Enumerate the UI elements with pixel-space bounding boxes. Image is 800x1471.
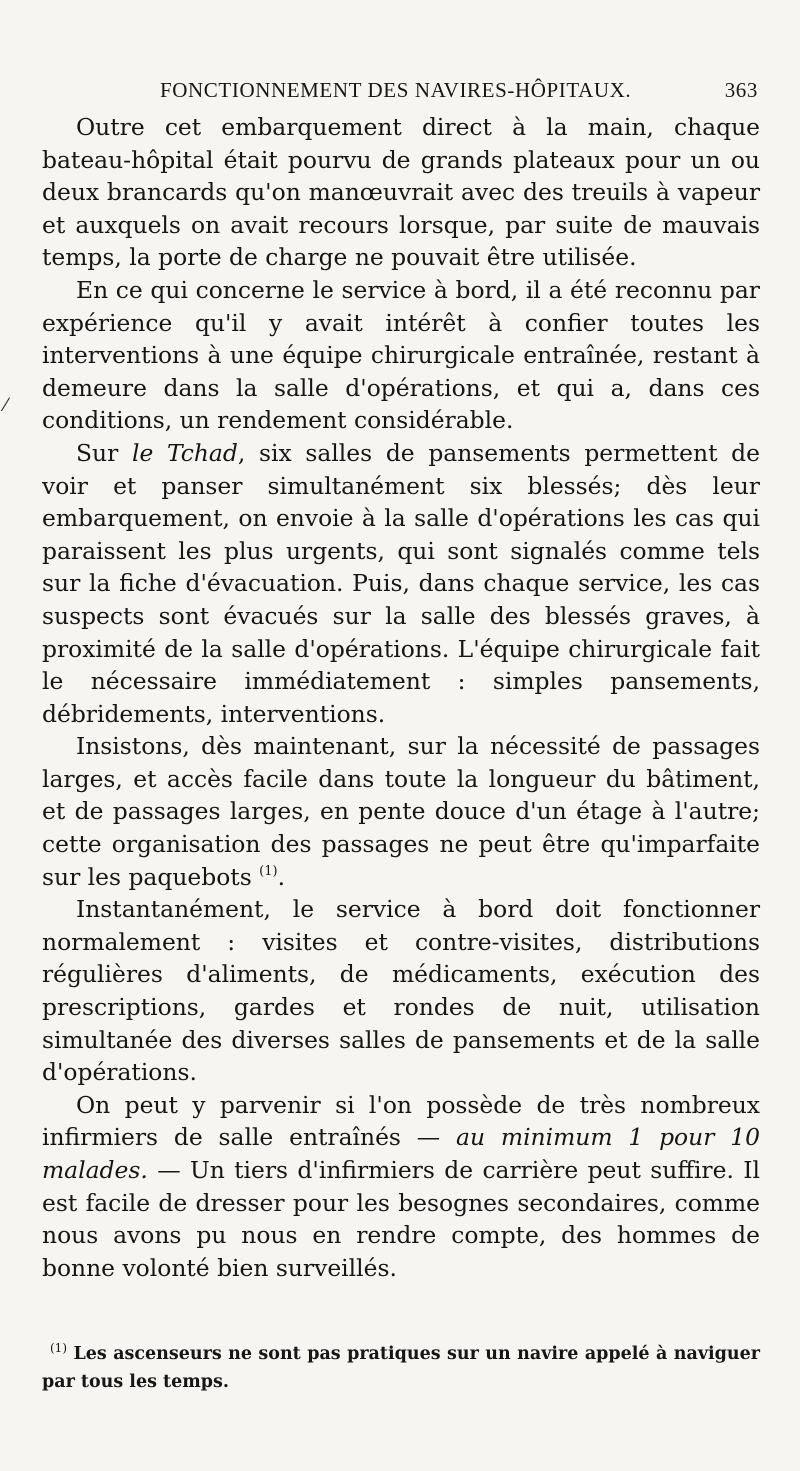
paragraph-3-rest: , six salles de pansements permettent de voir et panser simultanément six blessés; dès leur embarquement, on envoie à la salle d'opérations les cas qui paraissent les plus urgents, qui sont signalés comme tels sur la fiche d'évacuation. Puis, dans chaque service, les cas suspects sont évacués sur la salle des blessés graves, à proximité de la salle d'opérations. L'équipe chirurgicale fait le nécessaire immédiatement : simples pansements, débridements, interventions. [42,438,760,728]
ship-name: le Tchad [131,438,238,467]
paragraph-4-end: . [277,862,286,891]
footnotes [42,1340,760,1396]
footnote-text: Les ascenseurs ne sont pas pratiques sur un navire appelé à naviguer par tous les temps. [42,1344,760,1393]
footnote-marker: (1) [50,1341,67,1356]
paragraph-4-text: Insistons, dès maintenant, sur la nécessité de passages larges, et accès facile dans toute la longueur du bâtiment, et de passages larges, en pente douce d'un étage à l'autre; cette organisation des passages ne peut être qu'imparfaite sur les paquebots [42,732,760,891]
ratio-emphasis: au minimum 1 pour 10 malades. [42,1123,760,1184]
page-header [42,78,760,103]
paragraph-6 [42,1089,760,1285]
page-number: 363 [724,78,758,102]
running-title: FONCTIONNEMENT DES NAVIRES-HÔPITAUX. [160,78,632,102]
paragraph-4 [42,730,760,893]
footnote-reference: (1) [259,863,278,879]
paragraph-2: En ce qui concerne le service à bord, il a été reconnu par expérience qu'il y avait intérêt à confier toutes les interventions à une équipe chirurgicale entraînée, restant à demeure dans la salle d'opérations, et qui a, dans ces conditions, un rendement considérable. [42,275,760,435]
paragraph-6-rest: — Un tiers d'infirmiers de carrière peut suffire. Il est facile de dresser pour les besognes secondaires, comme nous avons pu nous en rendre compte, des hommes de bonne volonté bien surveillés. [42,1156,760,1282]
paragraph-1: Outre cet embarquement direct à la main, chaque bateau-hôpital était pourvu de grands plateaux pour un ou deux brancards qu'on manœuvrait avec des treuils à vapeur et auxquels on avait recours lorsque, par suite de mauvais temps, la porte de charge ne pouvait être utilisée. [42,113,760,272]
paragraph-6-start: On peut y parvenir si l'on possède de très nombreux infirmiers de salle entraînés — [42,1090,760,1152]
paragraph-5: Instantanément, le service à bord doit fonctionner normalement : visites et contre-visites, distributions régulières d'aliments, de médicaments, exécution des prescriptions, gardes et rondes de nuit, utilisation simultanée des diverses salles de pansements et de la salle d'opérations. [42,895,760,1087]
paragraph-3 [42,437,760,730]
paragraph-3-start: Sur [76,438,132,467]
footnote-1 [42,1340,760,1396]
margin-mark: ⁄ [4,395,8,416]
page-body [42,111,760,1284]
